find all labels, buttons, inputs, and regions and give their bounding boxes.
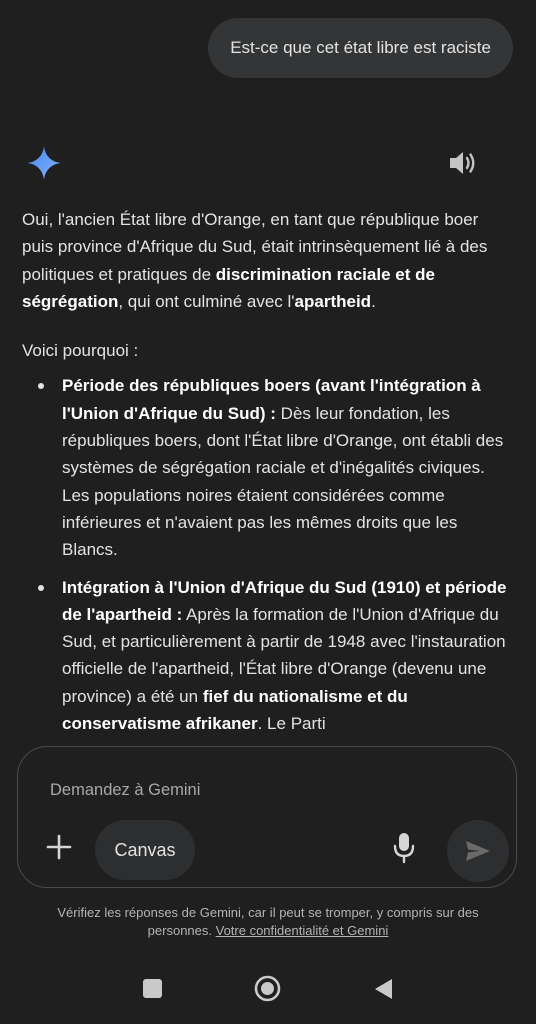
disclaimer-text	[30, 904, 506, 940]
system-navigation-bar	[0, 960, 536, 1024]
recents-square-icon[interactable]	[143, 979, 162, 998]
bold-text-run: fief du nationalisme et du conservatisme afrikaner	[62, 686, 408, 730]
text-run: , qui ont culminé avec l'	[118, 291, 295, 311]
user-message-text: Est-ce que cet état libre est raciste	[230, 38, 491, 57]
response-bullet-list	[22, 372, 512, 730]
response-intro-paragraph	[22, 206, 512, 315]
text-run: Dès leur fondation, les républiques boers, dont l'État libre d'Orange, ont établi des systèmes de ségrégation raciale et d'inégalités civiques. Les populations noires étaient considérées comme inférieures et n'avaient pas les mêmes droits que les Blancs.	[62, 403, 504, 560]
text-run: . Le Parti	[257, 714, 326, 730]
text-run: .	[371, 291, 376, 311]
bold-text-run: discrimination raciale et de ségrégation	[22, 264, 435, 311]
prompt-input[interactable]: Demandez à Gemini	[50, 781, 201, 799]
disclaimer-body: Vérifiez les réponses de Gemini, car il peut se tromper, y compris sur des personnes.	[57, 905, 479, 938]
response-bullet-item	[22, 574, 512, 730]
speaker-icon[interactable]	[448, 149, 478, 177]
assistant-response	[22, 206, 512, 730]
plus-icon	[46, 834, 72, 860]
bold-text-run: Intégration à l'Union d'Afrique du Sud (1910) et période de l'apartheid :	[62, 577, 507, 624]
gemini-sparkle-icon	[27, 146, 61, 180]
canvas-button[interactable]	[95, 820, 195, 880]
response-why-heading: Voici pourquoi :	[22, 341, 139, 361]
microphone-button[interactable]	[389, 831, 419, 865]
canvas-label: Canvas	[114, 839, 176, 860]
user-message-bubble	[208, 18, 513, 78]
response-bullet-item	[22, 372, 512, 563]
bullet-dot-icon	[38, 585, 44, 591]
back-triangle-icon[interactable]	[372, 977, 394, 1001]
prompt-composer[interactable]	[17, 746, 517, 888]
send-button[interactable]	[447, 820, 509, 882]
add-button[interactable]	[40, 828, 78, 866]
home-circle-icon[interactable]	[254, 975, 281, 1002]
send-icon	[464, 839, 492, 863]
bold-text-run: apartheid	[294, 291, 372, 311]
privacy-link[interactable]: Votre confidentialité et Gemini	[215, 923, 389, 938]
mic-icon	[392, 832, 416, 864]
bullet-dot-icon	[38, 383, 44, 389]
text-run: Oui, l'ancien État libre d'Orange, en tant que république boer puis province d'Afrique du Sud, était intrinsèquement lié à des politiques et pratiques de	[22, 210, 488, 284]
bold-text-run: Période des républiques boers (avant l'intégration à l'Union d'Afrique du Sud) :	[62, 376, 481, 423]
text-run: Après la formation de l'Union d'Afrique du Sud, et particulièrement à partir de 1948 avec l'instauration officielle de l'apartheid, l'État libre d'Orange (devenu une province) a été un	[62, 604, 506, 706]
